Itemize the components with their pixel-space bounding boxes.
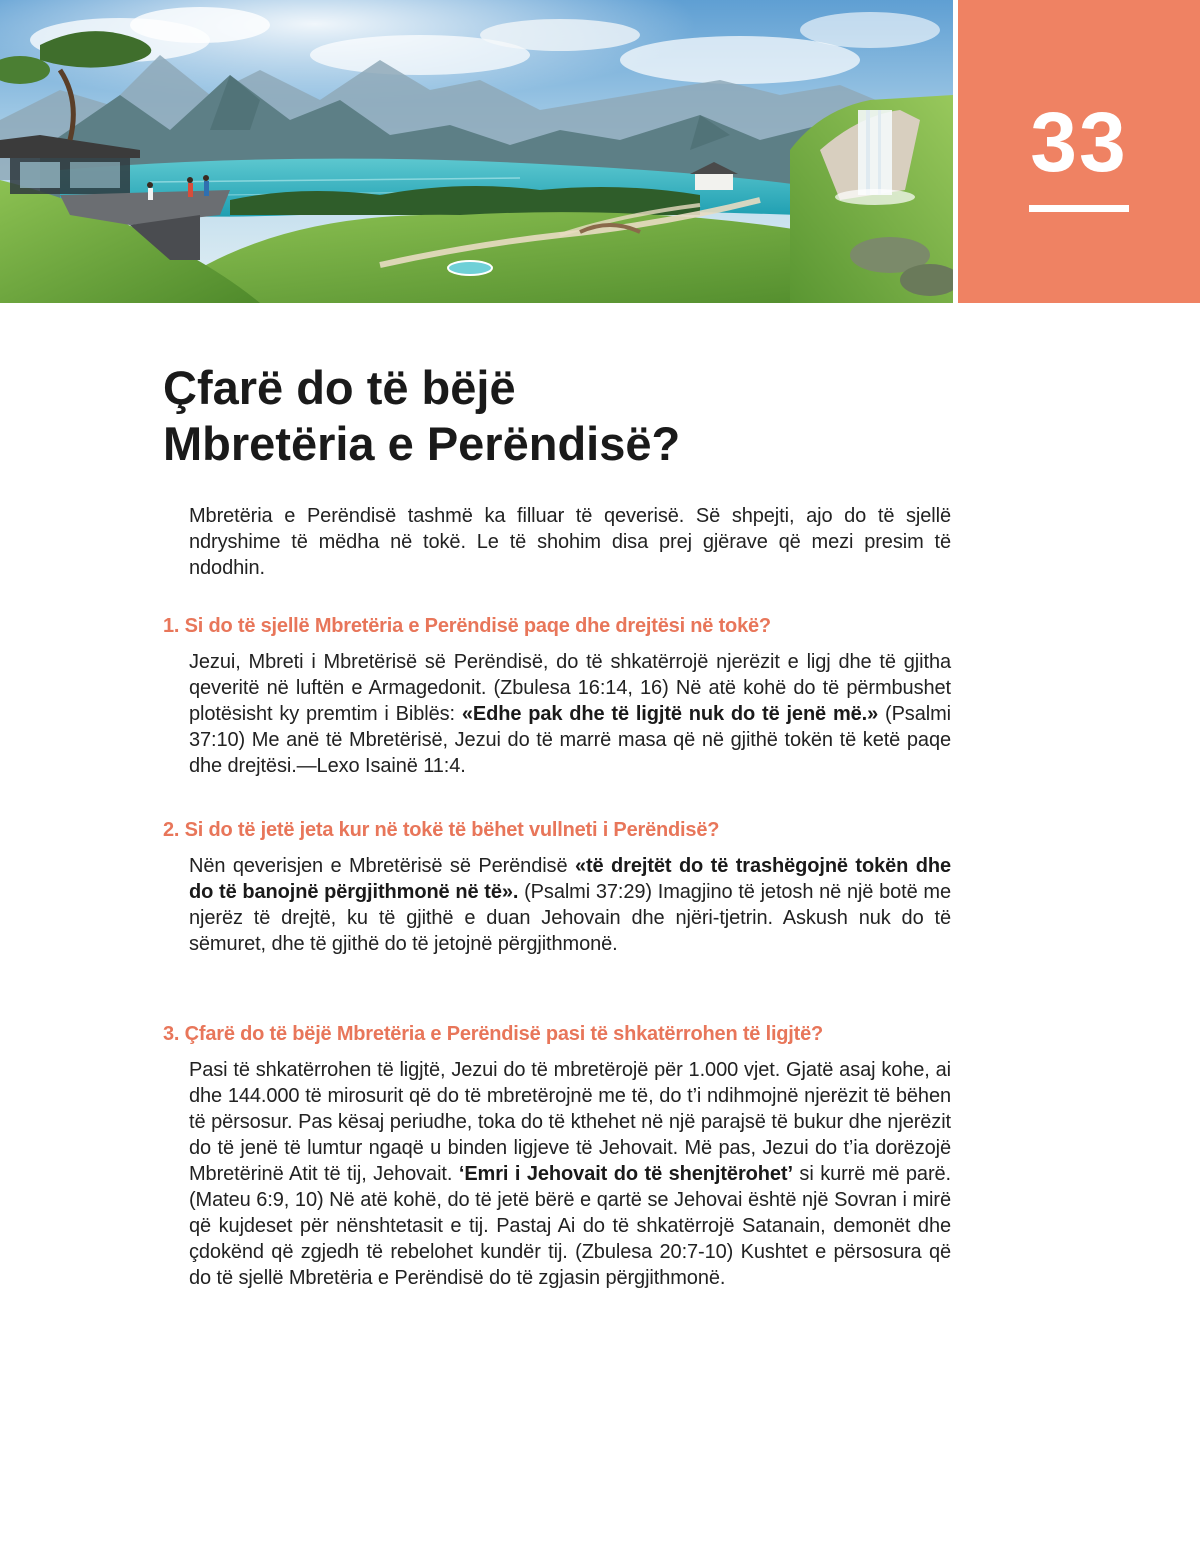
question-1-text-a: Jezui, Mbreti i Mbretërisë së Perëndisë, do të shkatërrojë njerëzit e ligj dhe të gjitha qeveritë në luftën e Armagedonit. (Zbulesa 16:14, 16) Në atë kohë do të përmbushet plotësisht ky premtim i Biblës: [189,651,951,725]
lesson-number-underline [1029,205,1129,212]
lesson-number-block [958,0,1200,303]
question-3-text-b: si kurrë më parë. (Mateu 6:9, 10) Në atë kohë, do të jetë bërë e qartë se Jehovai është një Sovran i mirë që kujdeset për nënshtetasit e tij. Pastaj Ai do të shkatërrojë Satanain, demonët dhe çdokënd që zgjedh të rebelohet kundër tij. (Zbulesa 20:7-10) Kushtet e përsosura që do të sjellë Mbretëria e Perëndisë do të zgjasin përgjithmonë. [189,1163,951,1289]
page-title [163,360,923,472]
question-3-heading: 3. Çfarë do të bëjë Mbretëria e Perëndisë pasi të shkatërrohen të ligjtë? [163,1023,824,1045]
question-3-bold-quote: ‘Emri i Jehovait do të shenjtërohet’ [458,1163,793,1185]
question-2-text-b: (Psalmi 37:29) Imagjino të jetosh në një botë me njerëz të drejtë, ku të gjithë e duan Jehovain dhe njëri-tjetrin. Askush nuk do të sëmuret, dhe të gjithë do të jetojnë përgjithmonë. [189,881,951,955]
lesson-number: 33 [1030,95,1128,189]
question-3-text-a: Pasi të shkatërrohen të ligjtë, Jezui do të mbretërojë për 1.000 vjet. Gjatë asaj kohe, ai dhe 144.000 të mirosurit që do të mbretërojnë me të, do t’i ndihmojnë njerëzit të bëhen të përsosur. Pas kësaj periudhe, toka do të kthehet në një parajsë të bukur dhe njerëzit do të jenë të lumtur ngaqë u binden ligjeve të Jehovait. Më pas, Jezui do t’ia dorëzojë Mbretërinë Atit të tij, Jehovait. [189,1059,951,1185]
question-1-text-b: (Psalmi 37:10) Me anë të Mbretërisë, Jezui do të marrë masa që në gjithë tokën të ketë paqe dhe drejtësi.—Lexo Isainë 11:4. [189,703,951,777]
question-1-heading: 1. Si do të sjellë Mbretëria e Perëndisë paqe dhe drejtësi në tokë? [163,615,771,637]
question-3-paragraph [189,1057,951,1291]
question-2-paragraph [189,853,951,957]
question-2-heading: 2. Si do të jetë jeta kur në tokë të bëhet vullneti i Perëndisë? [163,819,720,841]
question-2-bold-quote: «të drejtët do të trashëgojnë tokën dhe do të banojnë përgjithmonë në të». [189,855,951,903]
hero-illustration [0,0,953,303]
paradise-landscape-image [0,0,953,303]
question-2-text-a: Nën qeverisjen e Mbretërisë së Perëndisë [189,855,575,877]
question-1-paragraph [189,649,951,779]
intro-paragraph: Mbretëria e Perëndisë tashmë ka filluar të qeverisë. Së shpejti, ajo do të sjellë ndryshime të mëdha në tokë. Le të shohim disa prej gjërave që mezi presim të ndodhin. [189,505,951,579]
page-title-line-1: Çfarë do të bëjë [163,361,516,414]
question-1-bold-quote: «Edhe pak dhe të ligjtë nuk do të jenë më.» [461,703,879,725]
page-title-line-2: Mbretëria e Perëndisë? [163,417,681,470]
